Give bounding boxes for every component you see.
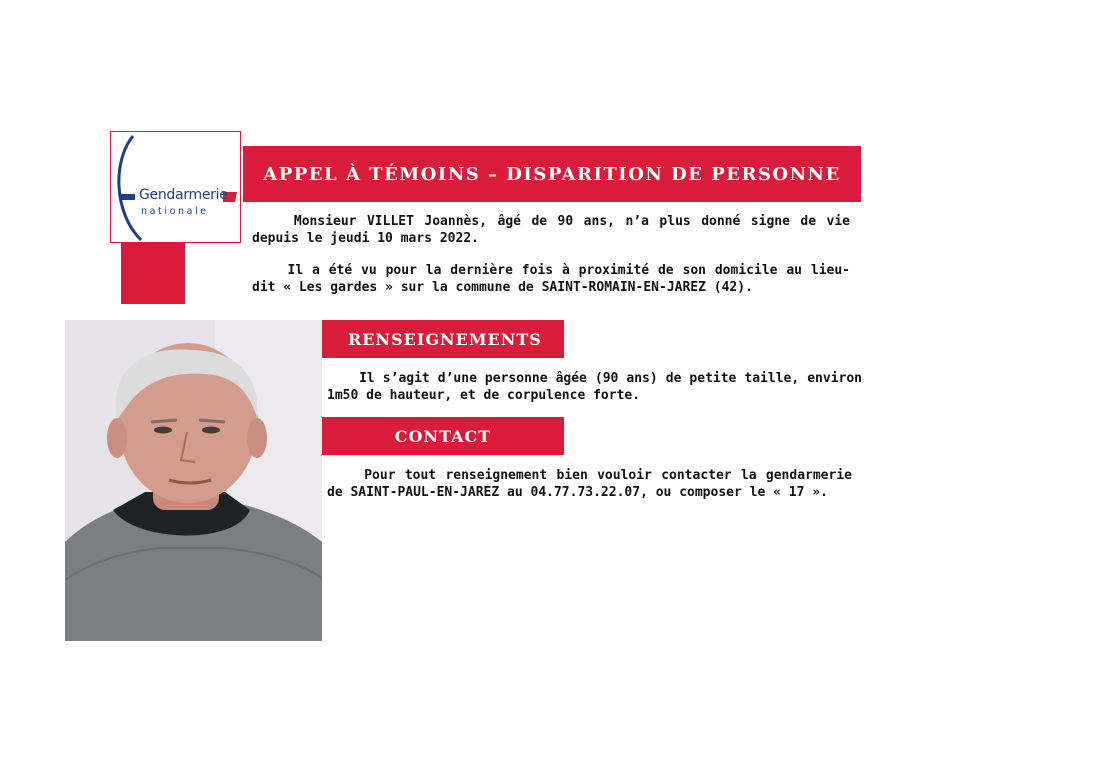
gendarmerie-logo — [110, 131, 241, 243]
intro-paragraph-1 — [252, 213, 858, 247]
intro-paragraph-2 — [252, 262, 850, 296]
renseignements-heading: RENSEIGNEMENTS — [348, 329, 542, 349]
portrait-illustration — [65, 320, 322, 641]
contact-heading-bar — [322, 417, 564, 455]
renseignements-heading-bar — [322, 320, 564, 358]
logo-text: Gendarmerie — [139, 187, 228, 203]
page-title: APPEL À TÉMOINS – DISPARITION DE PERSONNE — [263, 163, 841, 185]
missing-person-photo — [65, 320, 322, 641]
contact-paragraph — [327, 467, 860, 501]
renseignements-paragraph — [327, 370, 870, 404]
logo-red-block — [121, 243, 185, 304]
renseignements-text: Il s’agit d’une personne âgée (90 ans) de petite taille, environ 1m50 de hauteur, et de corpulence forte. — [327, 371, 870, 403]
intro-text-1: Monsieur VILLET Joannès, âgé de 90 ans, n’a plus donné signe de vie depuis le jeudi 10 mars 2022. — [252, 214, 858, 246]
contact-text: Pour tout renseignement bien vouloir contacter la gendarmerie de SAINT-PAUL-EN-JAREZ au 04.77.73.22.07, ou composer le « 17 ». — [327, 468, 860, 500]
title-bar — [243, 146, 861, 202]
intro-text-2: Il a été vu pour la dernière fois à proximité de son domicile au lieu-dit « Les gardes » sur la commune de SAINT-ROMAIN-EN-JAREZ (42). — [252, 263, 850, 295]
logo-subtext: nationale — [141, 206, 209, 217]
contact-heading: CONTACT — [394, 426, 492, 446]
